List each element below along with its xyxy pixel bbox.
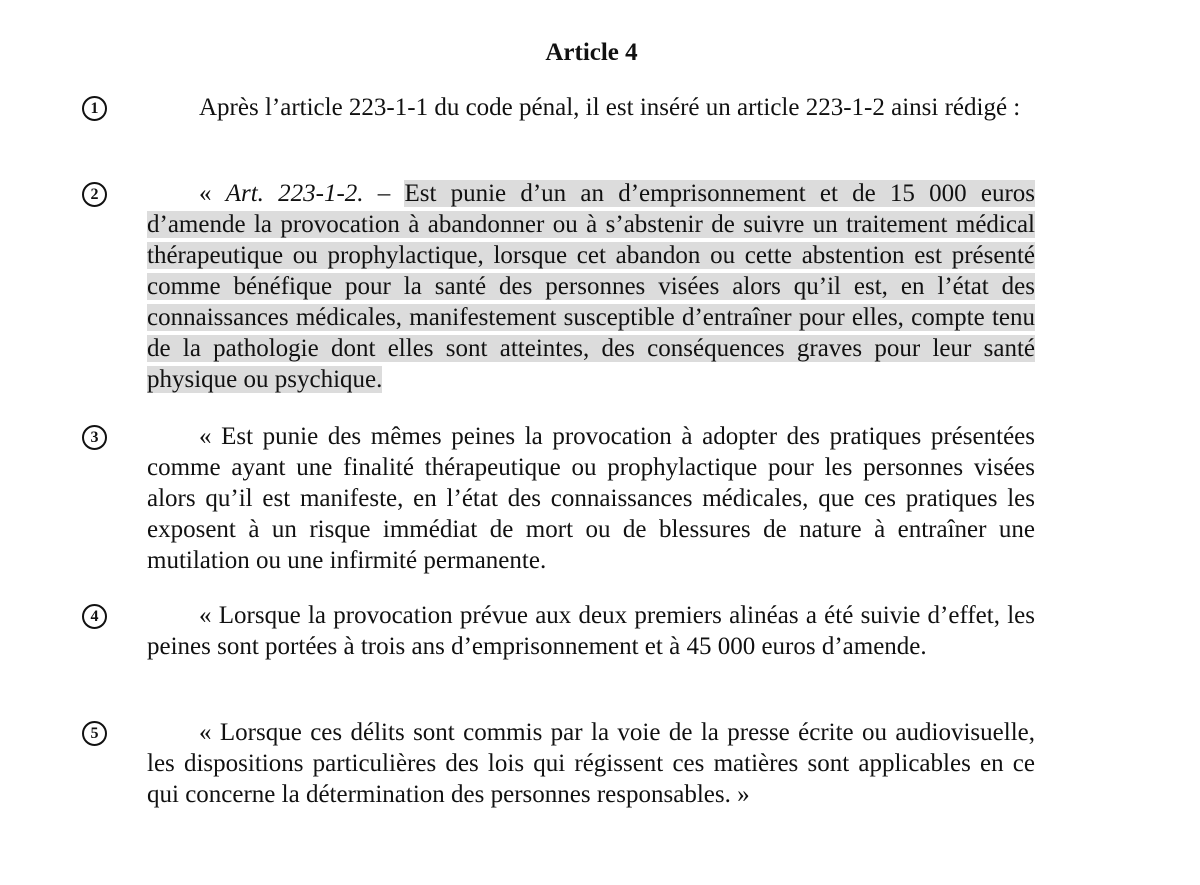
dash: – bbox=[363, 180, 405, 207]
article-reference: Art. 223-1-2. bbox=[225, 180, 364, 207]
quote-open: « bbox=[199, 180, 226, 207]
highlighted-text[interactable]: Est punie d’un an d’emprisonnement et de 15 000 euros d’amende la provocation à abandonner ou à s’abstenir de suivre un traitement médical thérapeutique ou prophylactique, lorsque cet abandon ou cette abstention est présenté comme bénéfique pour la santé des personnes visées alors qu’il est, en l’état des connaissances médicales, manifestement susceptible d’entraîner pour elles, compte tenu de la pathologie dont elles sont atteintes, des conséquences graves pour leur santé physique ou psychique. bbox=[147, 180, 1035, 393]
paragraph-1: Après l’article 223-1-1 du code pénal, il est inséré un article 223-1-2 ainsi rédigé : bbox=[199, 94, 1021, 121]
paragraph-number-5-icon: 5 bbox=[82, 721, 107, 746]
paragraph-number-2-icon: 2 bbox=[82, 182, 107, 207]
paragraph-number-4-icon: 4 bbox=[82, 604, 107, 629]
paragraph-2 bbox=[147, 178, 1035, 395]
article-title: Article 4 bbox=[545, 39, 638, 66]
paragraph-3: « Est punie des mêmes peines la provocation à adopter des pratiques présentées comme ayant une finalité thérapeutique ou prophylactique pour les personnes visées alors qu’il est manifeste, en l’état des connaissances médicales, que ces pratiques les exposent à un risque immédiat de mort ou de blessures de nature à entraîner une mutilation ou une infirmité permanente. bbox=[147, 423, 1035, 574]
paragraph-5: « Lorsque ces délits sont commis par la voie de la presse écrite ou audiovisuelle, les dispositions particulières des lois qui régissent ces matières sont applicables en ce qui concerne la détermination des personnes responsables. » bbox=[147, 719, 1035, 808]
paragraph-4: « Lorsque la provocation prévue aux deux premiers alinéas a été suivie d’effet, les peines sont portées à trois ans d’emprisonnement et à 45 000 euros d’amende. bbox=[147, 602, 1035, 660]
paragraph-number-3-icon: 3 bbox=[82, 425, 107, 450]
paragraph-number-1-icon: 1 bbox=[82, 96, 107, 121]
